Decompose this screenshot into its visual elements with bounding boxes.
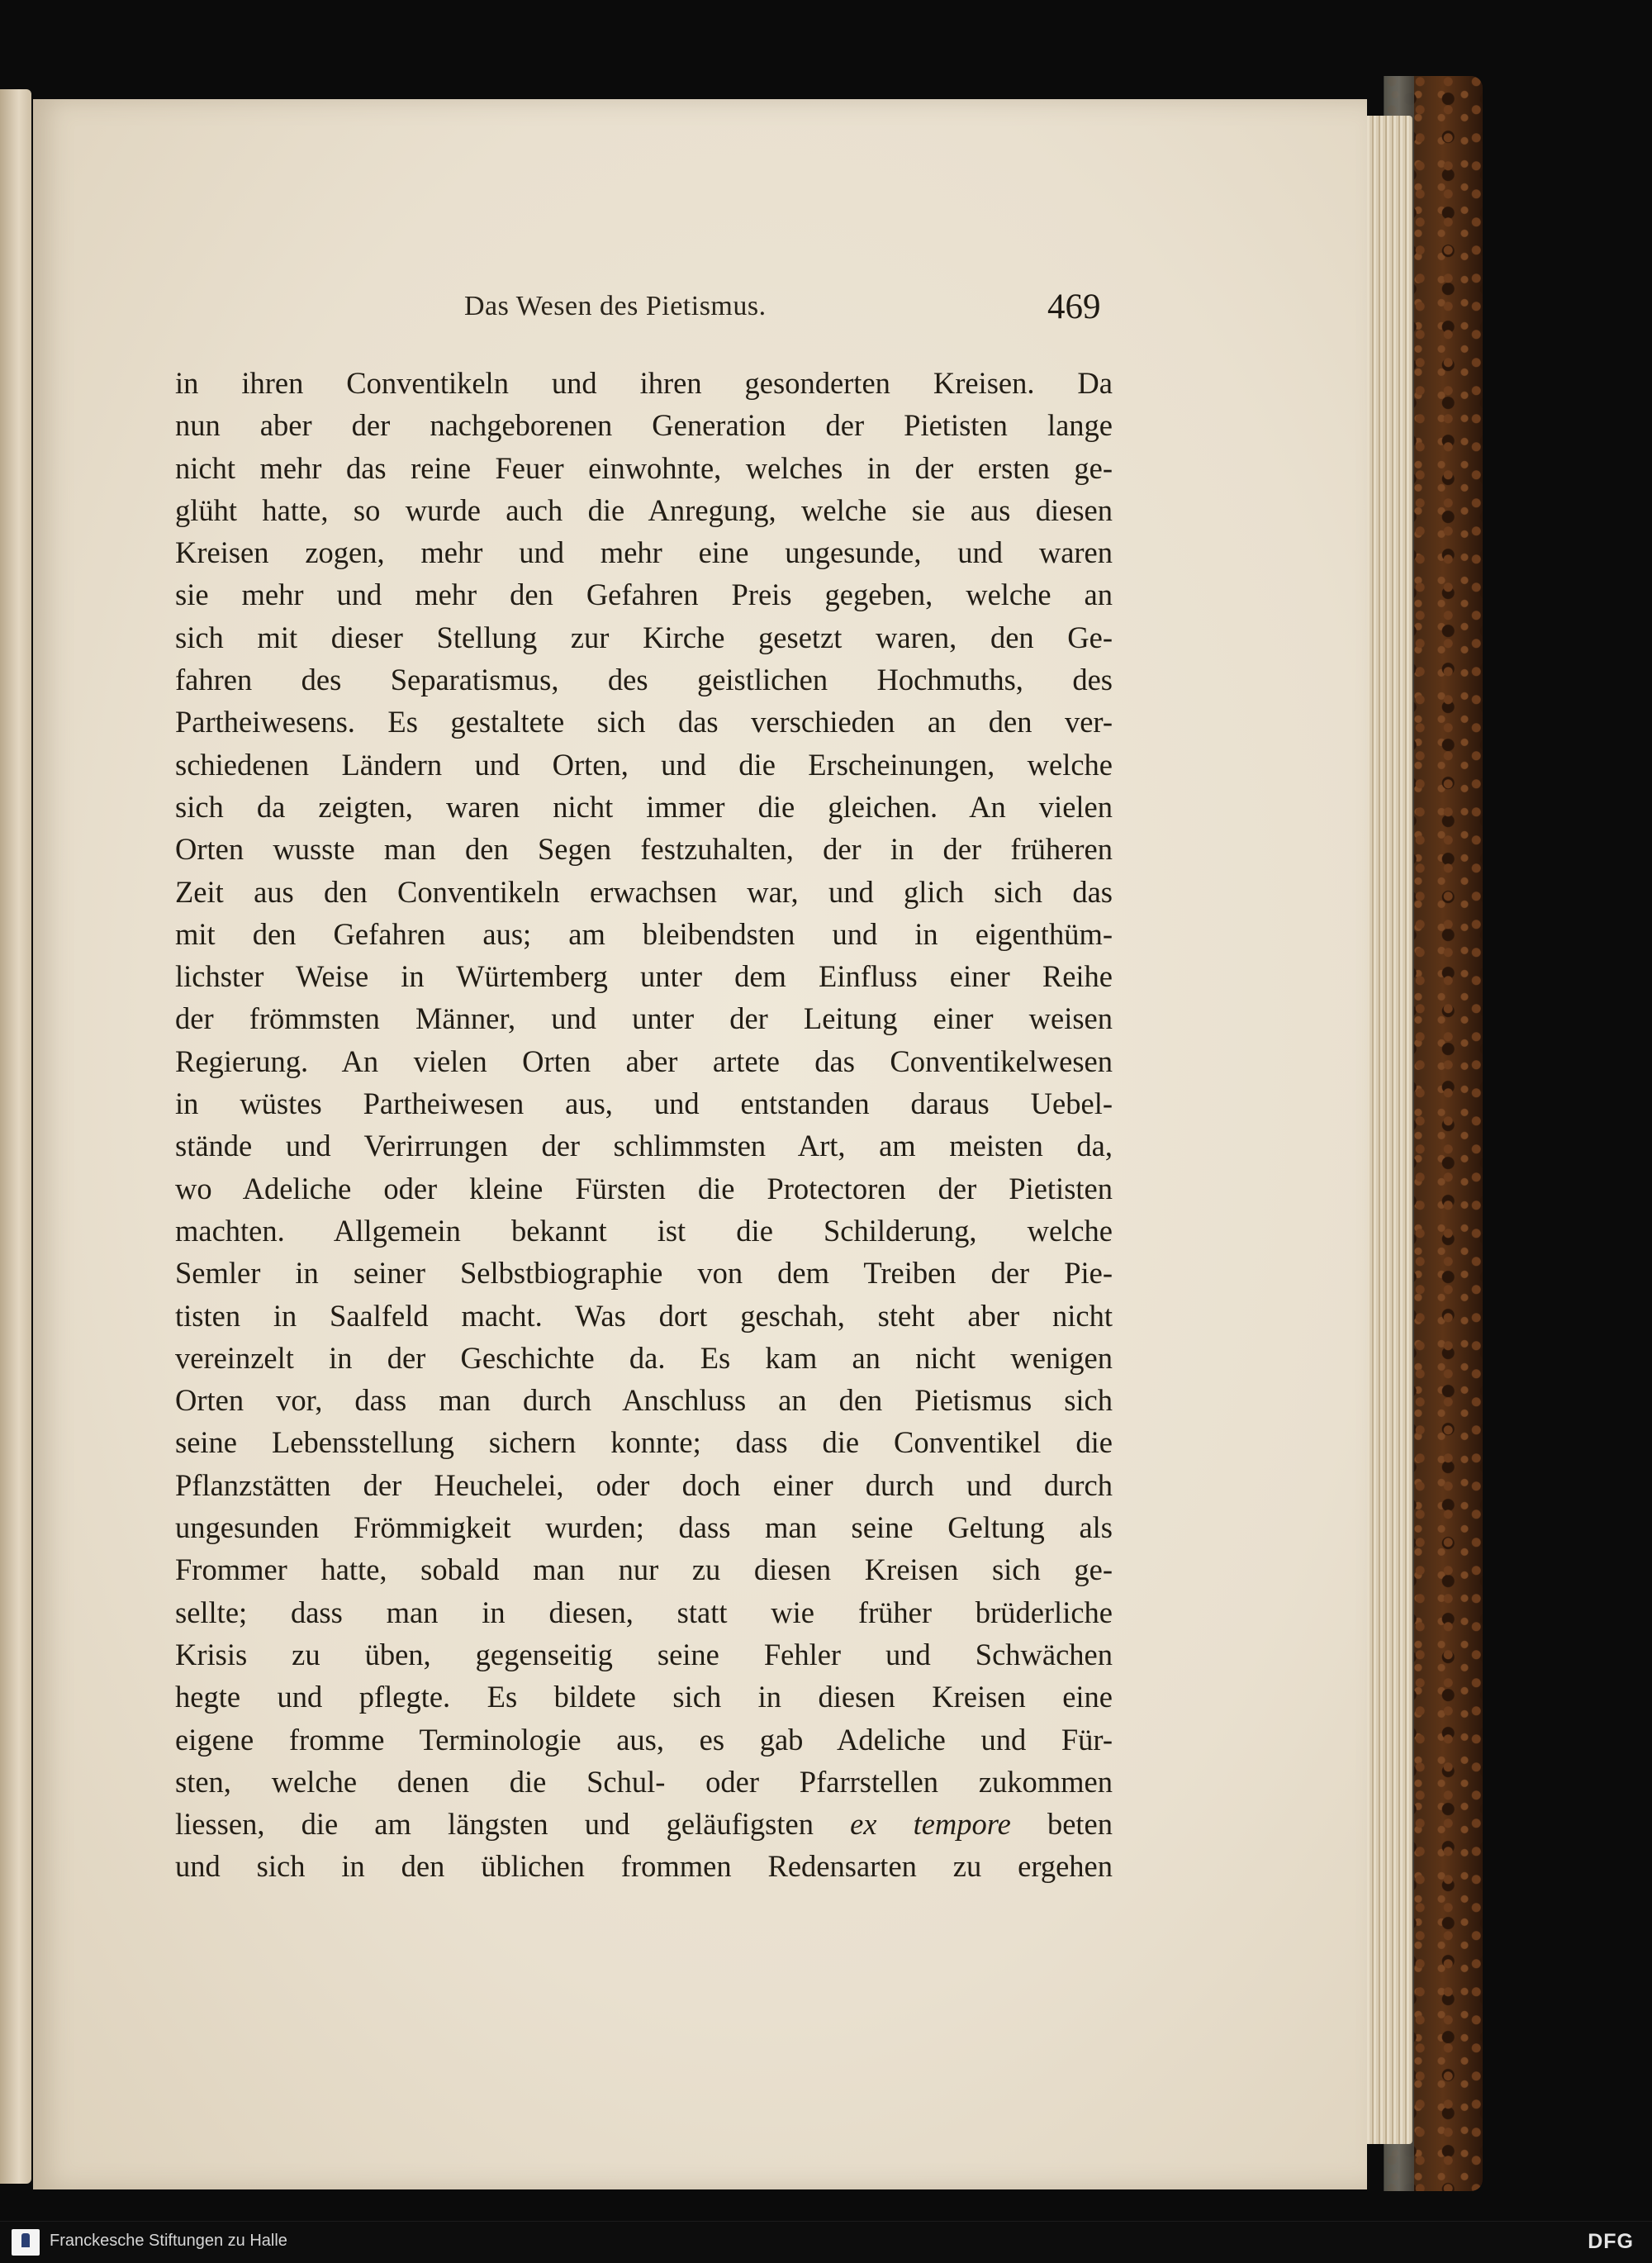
text-line: mit den Gefahren aus; am bleibendsten und in eigenthüm-	[175, 916, 1113, 951]
text-segment: liessen, die am längsten und geläufigsten	[175, 1807, 814, 1842]
text-line: Zeit aus den Conventikeln erwachsen war, und glich sich das	[175, 874, 1113, 909]
viewer-footer	[0, 2221, 1652, 2263]
text-line: nun aber der nachgeborenen Generation der Pietisten lange	[175, 408, 1113, 443]
text-line: wo Adeliche oder kleine Fürsten die Protectoren der Pietisten	[175, 1171, 1113, 1205]
text-line: Kreisen zogen, mehr und mehr eine ungesunde, und waren	[175, 535, 1113, 570]
italic-phrase: ex tempore	[850, 1807, 1011, 1842]
body-text	[175, 362, 1113, 1888]
text-line-with-italic	[175, 1803, 1113, 1845]
francke-foundations-logo-icon[interactable]	[12, 2229, 40, 2256]
text-line: sich da zeigten, waren nicht immer die gleichen. An vielen	[175, 789, 1113, 824]
page-number: 469	[1047, 288, 1101, 326]
text-line: der frömmsten Männer, und unter der Leitung einer weisen	[175, 1001, 1113, 1036]
text-line: und sich in den üblichen frommen Redensarten zu ergehen	[175, 1849, 1113, 1884]
text-line: fahren des Separatismus, des geistlichen Hochmuths, des	[175, 663, 1113, 697]
text-segment: beten	[1047, 1807, 1113, 1842]
text-line: Krisis zu üben, gegenseitig seine Fehler und Schwächen	[175, 1637, 1113, 1671]
text-line: sie mehr und mehr den Gefahren Preis gegeben, welche an	[175, 578, 1113, 612]
text-line: hegte und pflegte. Es bildete sich in diesen Kreisen eine	[175, 1680, 1113, 1714]
text-line: in wüstes Partheiwesen aus, und entstanden daraus Uebel-	[175, 1086, 1113, 1121]
dfg-logo: DFG	[1588, 2230, 1634, 2253]
text-line: in ihren Conventikeln und ihren gesonderten Kreisen. Da	[175, 366, 1113, 400]
text-line: Pflanzstätten der Heuchelei, oder doch einer durch und durch	[175, 1467, 1113, 1502]
text-line: Semler in seiner Selbstbiographie von dem Treiben der Pie-	[175, 1256, 1113, 1291]
text-line: stände und Verirrungen der schlimmsten Art, am meisten da,	[175, 1129, 1113, 1163]
previous-page-edge	[0, 89, 31, 2184]
text-line: sten, welche denen die Schul- oder Pfarrstellen zukommen	[175, 1764, 1113, 1799]
text-line: sich mit dieser Stellung zur Kirche gesetzt waren, den Ge-	[175, 620, 1113, 654]
text-line: vereinzelt in der Geschichte da. Es kam an nicht wenigen	[175, 1340, 1113, 1375]
text-line: Orten vor, dass man durch Anschluss an den Pietismus sich	[175, 1383, 1113, 1418]
text-line: ungesunden Frömmigkeit wurden; dass man seine Geltung als	[175, 1510, 1113, 1545]
text-line: Frommer hatte, sobald man nur zu diesen Kreisen sich ge-	[175, 1552, 1113, 1587]
institution-name[interactable]: Franckesche Stiftungen zu Halle	[50, 2232, 287, 2250]
running-head: Das Wesen des Pietismus.	[464, 291, 767, 321]
text-line: Regierung. An vielen Orten aber artete das Conventikelwesen	[175, 1044, 1113, 1078]
text-line: nicht mehr das reine Feuer einwohnte, welches in der ersten ge-	[175, 450, 1113, 485]
text-line: Orten wusste man den Segen festzuhalten, der in der früheren	[175, 832, 1113, 867]
text-line: glüht hatte, so wurde auch die Anregung, welche sie aus diesen	[175, 492, 1113, 527]
text-line: lichster Weise in Würtemberg unter dem Einfluss einer Reihe	[175, 959, 1113, 994]
text-line: sellte; dass man in diesen, statt wie früher brüderliche	[175, 1595, 1113, 1629]
text-line: tisten in Saalfeld macht. Was dort geschah, steht aber nicht	[175, 1298, 1113, 1333]
text-line: machten. Allgemein bekannt ist die Schilderung, welche	[175, 1213, 1113, 1248]
text-line: schiedenen Ländern und Orten, und die Erscheinungen, welche	[175, 747, 1113, 782]
text-line: seine Lebensstellung sichern konnte; dass die Conventikel die	[175, 1425, 1113, 1460]
text-line: eigene fromme Terminologie aus, es gab Adeliche und Für-	[175, 1722, 1113, 1757]
text-line: Partheiwesens. Es gestaltete sich das verschieden an den ver-	[175, 705, 1113, 739]
